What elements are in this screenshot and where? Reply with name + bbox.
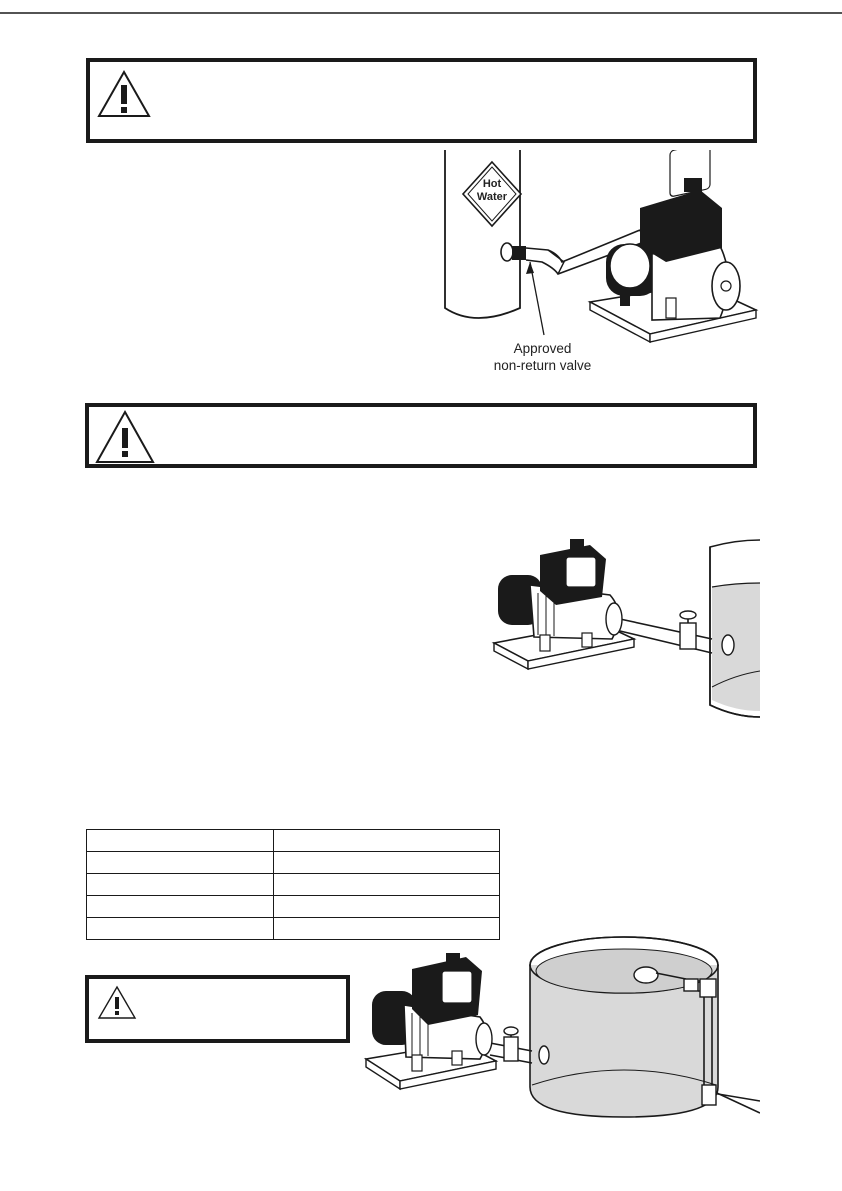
table-cell xyxy=(87,874,274,896)
exclamation-triangle-icon xyxy=(94,409,156,465)
table-cell xyxy=(274,896,500,918)
table-cell xyxy=(274,852,500,874)
table-cell xyxy=(274,830,500,852)
cylinder-label-water: Water xyxy=(476,191,508,203)
table-row xyxy=(87,896,500,918)
spec-table xyxy=(86,829,500,940)
cylinder-label-hot: Hot xyxy=(482,178,502,190)
warning-box-2 xyxy=(85,403,757,468)
table-cell xyxy=(87,918,274,940)
table-row xyxy=(87,830,500,852)
table-cell xyxy=(87,896,274,918)
table-cell xyxy=(274,874,500,896)
crop-mark xyxy=(0,0,842,20)
figure-pump-to-tank xyxy=(490,535,760,720)
callout-valve-line2: non-return valve xyxy=(493,358,592,373)
exclamation-triangle-icon xyxy=(96,69,152,119)
warning-box-1 xyxy=(86,58,757,143)
table-cell xyxy=(87,830,274,852)
warning-box-3 xyxy=(85,975,350,1043)
figure-pump-tank-float xyxy=(362,935,760,1125)
exclamation-triangle-icon xyxy=(97,985,137,1021)
callout-valve-line1: Approved xyxy=(513,341,572,356)
table-row xyxy=(87,852,500,874)
table-row xyxy=(87,874,500,896)
table-cell xyxy=(87,852,274,874)
